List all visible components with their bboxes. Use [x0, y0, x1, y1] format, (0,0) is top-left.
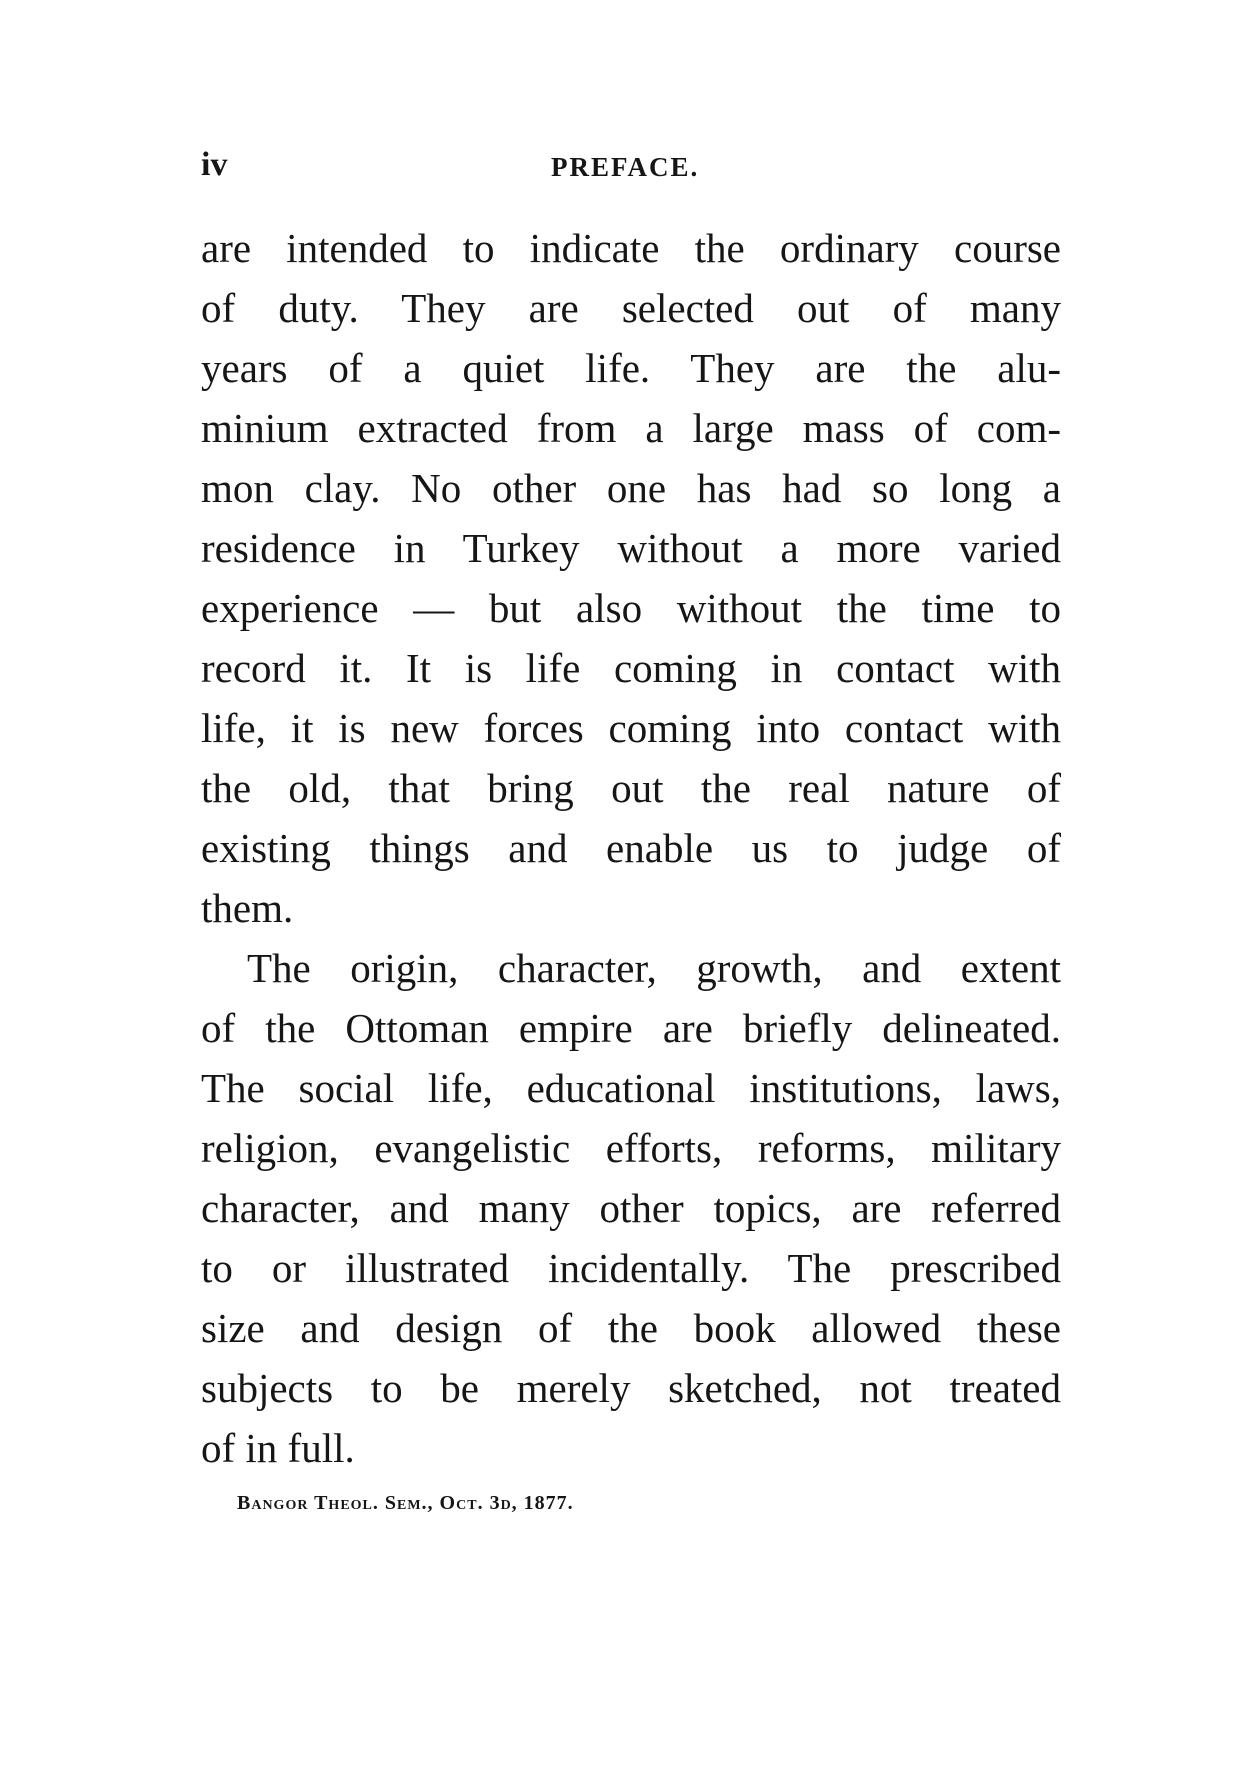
text-line: subjects to be merely sketched, not treated [201, 1365, 1061, 1411]
body-text [201, 218, 1061, 1478]
text-line: them. [201, 885, 294, 931]
text-line: years of a quiet life. They are the alu- [201, 345, 1061, 391]
text-line: The social life, educational institutions, laws, [201, 1065, 1061, 1111]
text-line: life, it is new forces coming into contact with [201, 705, 1061, 751]
text-line: of in full. [201, 1425, 355, 1471]
text-line: record it. It is life coming in contact with [201, 645, 1061, 691]
text-line: residence in Turkey without a more varied [201, 525, 1061, 571]
text-line: The origin, character, growth, and extent [247, 945, 1061, 991]
page-title: PREFACE. [551, 152, 700, 182]
signature-line: Bangor Theol. Sem., Oct. 3d, 1877. [237, 1492, 574, 1514]
text-line: character, and many other topics, are referred [201, 1185, 1061, 1231]
text-line: size and design of the book allowed these [201, 1305, 1061, 1351]
paragraph-1 [201, 218, 1061, 938]
text-line: experience — but also without the time to [201, 585, 1061, 631]
text-line: existing things and enable us to judge of [201, 825, 1061, 871]
text-line: the old, that bring out the real nature of [201, 765, 1061, 811]
running-head [201, 142, 1061, 188]
text-line: religion, evangelistic efforts, reforms, military [201, 1125, 1061, 1171]
text-line: of duty. They are selected out of many [201, 285, 1061, 331]
text-line: to or illustrated incidentally. The prescribed [201, 1245, 1061, 1291]
page-number: iv [201, 146, 228, 183]
text-line: minium extracted from a large mass of com- [201, 405, 1061, 451]
paragraph-2 [201, 938, 1061, 1478]
text-line: of the Ottoman empire are briefly delineated. [201, 1005, 1061, 1051]
text-line: are intended to indicate the ordinary course [201, 225, 1061, 271]
text-line: mon clay. No other one has had so long a [201, 465, 1061, 511]
